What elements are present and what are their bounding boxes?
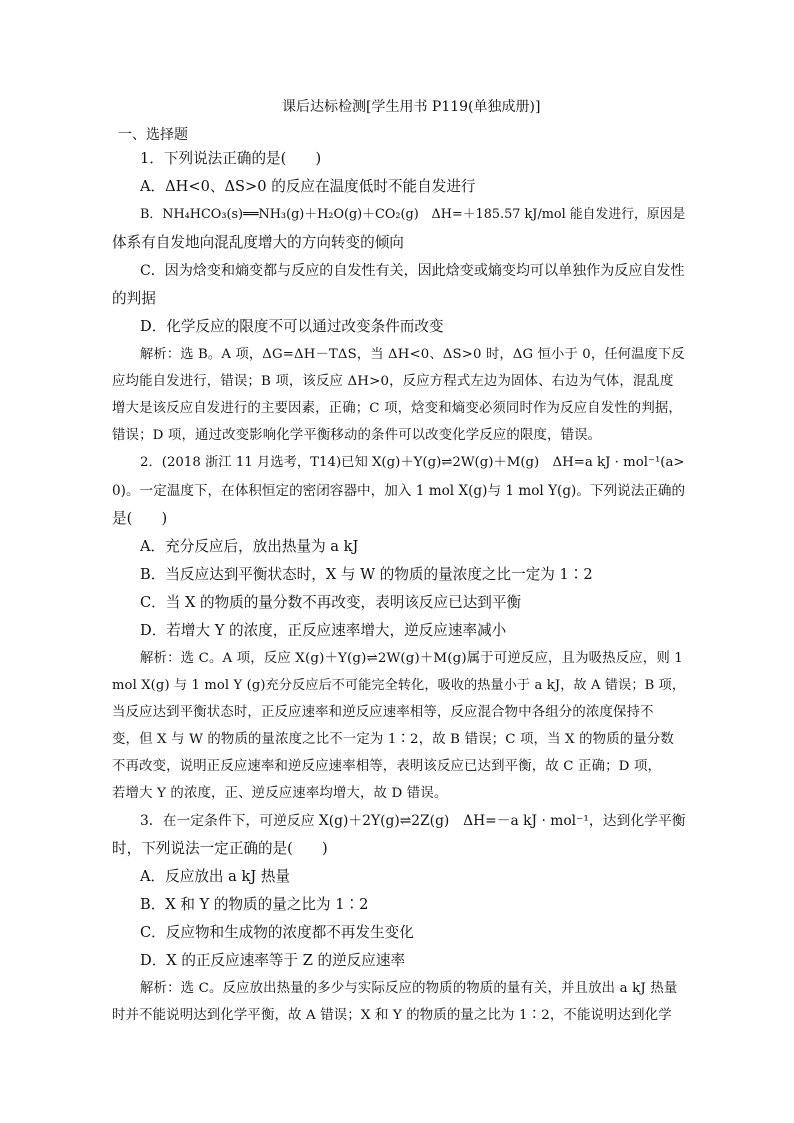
question-2-analysis-cont: 若增大 Y 的浓度，正、逆反应速率均增大，故 D 错误。 — [112, 786, 448, 801]
question-3-option-d: D．X 的正反应速率等于 Z 的逆反应速率 — [140, 952, 406, 969]
question-1-stem: 1．下列说法正确的是( ) — [140, 150, 322, 167]
question-3-stem: 3．在一定条件下，可逆反应 X(g)＋2Y(g)⇌2Z(g) ΔH=－a kJ · mol⁻¹，达到化学平衡 — [140, 813, 686, 829]
question-1-analysis-cont: 增大是该反应自发进行的主要因素，正确；C 项，焓变和熵变必须同时作为反应自发性的判据， — [112, 401, 682, 416]
question-3-option-b: B．X 和 Y 的物质的量之比为 1∶2 — [140, 896, 369, 913]
question-2-stem: 2．(2018 浙江 11 月选考，T14)已知 X(g)＋Y(g)⇌2W(g)＋M(g) ΔH=a kJ · mol⁻¹(a> — [140, 455, 685, 470]
question-2-analysis-cont: 当反应达到平衡状态时，正反应速率和逆反应速率相等，反应混合物中各组分的浓度保持不 — [112, 705, 654, 720]
question-1-option-b: B．NH₄HCO₃(s)══NH₃(g)＋H₂O(g)＋CO₂(g) ΔH=＋185.57 kJ/mol 能自发进行，原因是 — [140, 207, 686, 222]
question-2-option-a: A．充分反应后，放出热量为 a kJ — [140, 538, 359, 555]
section-heading: 一、选择题 — [118, 127, 188, 143]
question-1-option-c: C．因为焓变和熵变都与反应的自发性有关，因此焓变或熵变均可以单独作为反应自发性 — [140, 263, 685, 279]
page-title: 课后达标检测[学生用书 P119(单独成册)] — [282, 99, 541, 115]
question-1-analysis-cont: 应均能自发进行，错误；B 项，该反应 ΔH>0，反应方程式左边为固体、右边为气体，混乱度 — [112, 374, 674, 389]
question-2-stem-cont: 是( ) — [112, 510, 168, 527]
question-1-analysis: 解析：选 B。A 项，ΔG=ΔH－TΔS，当 ΔH<0、ΔS>0 时，ΔG 恒小于 0，任何温度下反 — [140, 347, 685, 362]
question-3-stem-cont: 时，下列说法一定正确的是( ) — [112, 840, 328, 857]
question-2-option-b: B．当反应达到平衡状态时，X 与 W 的物质的量浓度之比一定为 1∶2 — [140, 566, 593, 583]
question-2-analysis-cont: mol X(g) 与 1 mol Y (g)充分反应后不可能完全转化，吸收的热量小于 a kJ，故 A 错误；B 项， — [112, 678, 686, 693]
question-1-option-a: A．ΔH<0、ΔS>0 的反应在温度低时不能自发进行 — [140, 178, 476, 195]
question-3-analysis-cont: 时并不能说明达到化学平衡，故 A 错误；X 和 Y 的物质的量之比为 1∶2，不能说明达到化学 — [112, 1008, 672, 1023]
question-2-option-d: D．若增大 Y 的浓度，正反应速率增大，逆反应速率减小 — [140, 622, 507, 639]
question-2-analysis-cont: 变，但 X 与 W 的物质的量浓度之比不一定为 1∶2，故 B 错误；C 项，当 X 的物质的量分数 — [112, 732, 674, 747]
question-3-option-c: C．反应物和生成物的浓度都不再发生变化 — [140, 924, 414, 941]
question-2-analysis: 解析：选 C。A 项，反应 X(g)＋Y(g)⇌2W(g)＋M(g)属于可逆反应，且为吸热反应，则 1 — [140, 651, 683, 666]
question-1-option-d: D．化学反应的限度不可以通过改变条件而改变 — [140, 318, 444, 335]
question-3-analysis: 解析：选 C。反应放出热量的多少与实际反应的物质的物质的量有关，并且放出 a kJ 热量 — [140, 981, 678, 996]
question-2-stem-cont: 0)。一定温度下，在体积恒定的密闭容器中，加入 1 mol X(g)与 1 mol Y(g)。下列说法正确的 — [112, 483, 686, 499]
question-1-option-c-cont: 的判据 — [112, 290, 156, 307]
question-2-analysis-cont: 不再改变，说明正反应速率和逆反应速率相等，表明该反应已达到平衡，故 C 正确；D 项， — [112, 759, 662, 774]
question-3-option-a: A．反应放出 a kJ 热量 — [140, 868, 291, 885]
question-1-analysis-cont: 错误；D 项，通过改变影响化学平衡移动的条件可以改变化学反应的限度，错误。 — [112, 428, 602, 443]
question-1-option-b-cont: 体系有自发地向混乱度增大的方向转变的倾向 — [112, 234, 404, 251]
question-2-option-c: C．当 X 的物质的量分数不再改变，表明该反应已达到平衡 — [140, 594, 522, 611]
